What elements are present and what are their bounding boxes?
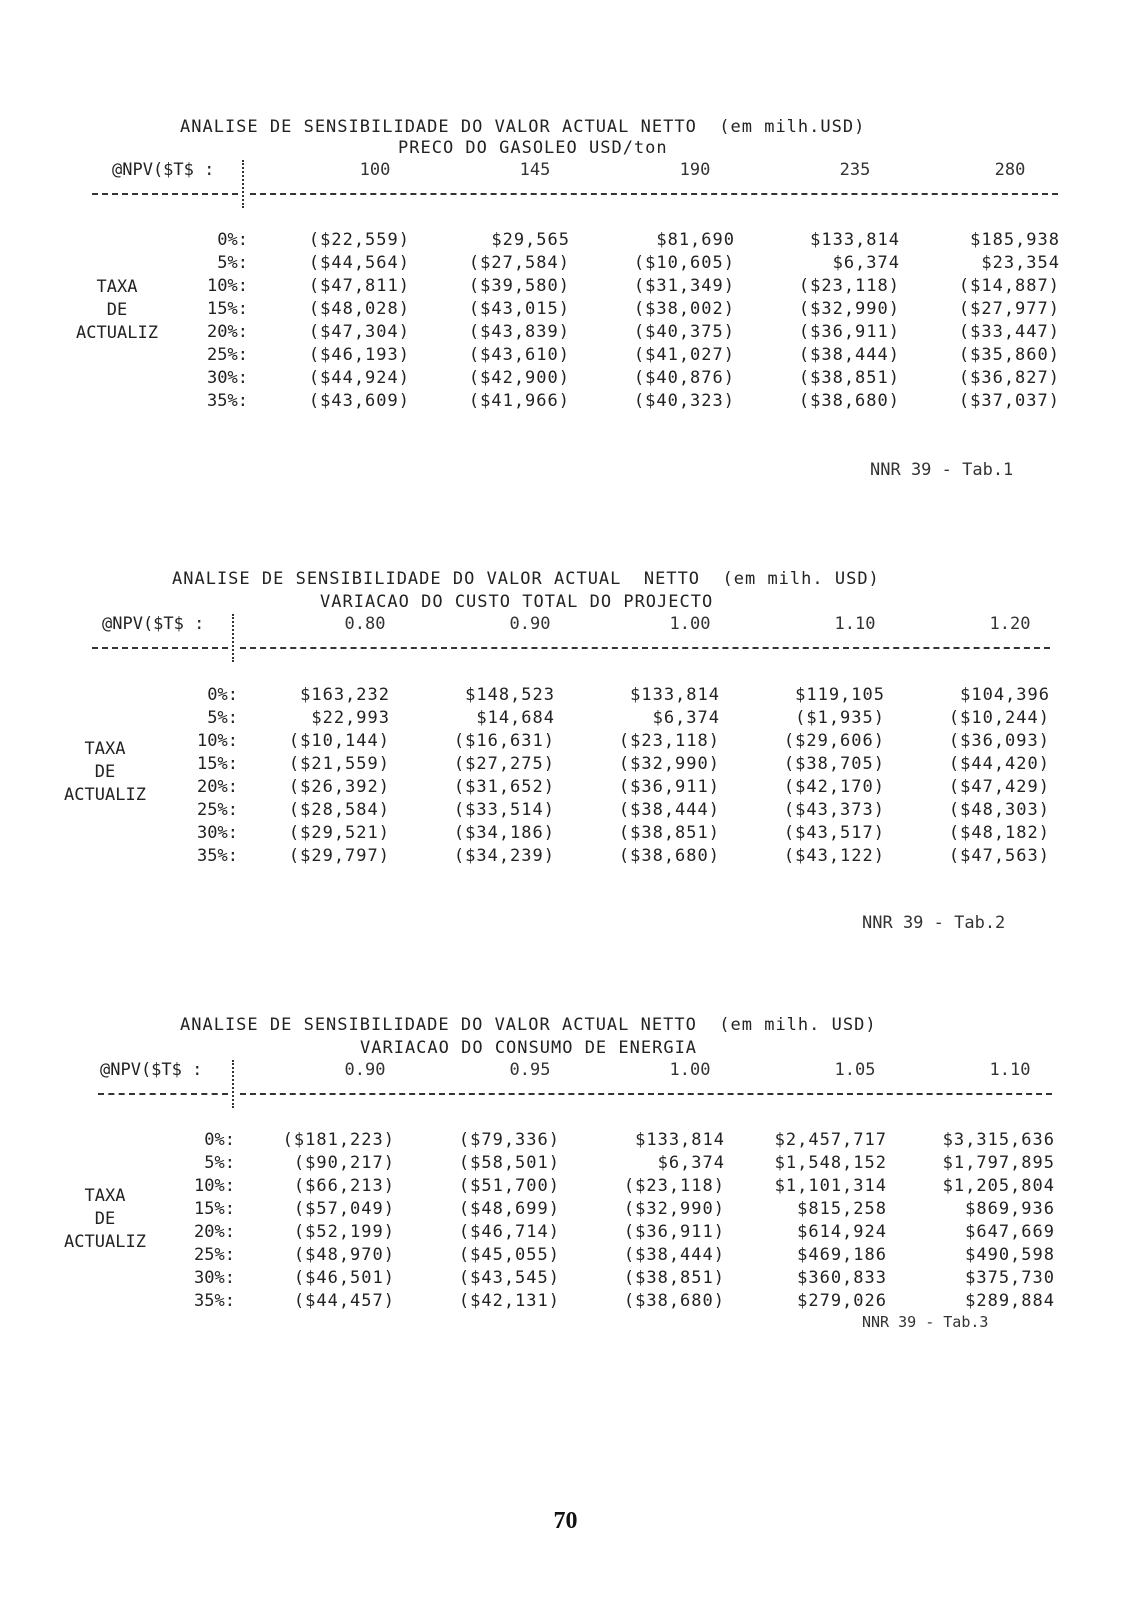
row-header: @NPV($T$ : [112, 160, 215, 180]
table-title: ANALISE DE SENSIBILIDADE DO VALOR ACTUAL NETTO (em milh. USD) [180, 1015, 877, 1035]
row-header: @NPV($T$ : [100, 1060, 203, 1080]
column-header: 280 [994, 160, 1026, 180]
header-divider [250, 193, 1058, 195]
column-divider [232, 1060, 236, 1108]
column-header: 1.05 [834, 1060, 876, 1080]
side-label: TAXA DE ACTUALIZ [64, 1186, 146, 1252]
column-header: 0.90 [509, 614, 551, 634]
column-divider [232, 614, 236, 662]
table-subtitle: VARIACAO DO CONSUMO DE ENERGIA [360, 1038, 698, 1058]
column-header: 0.95 [509, 1060, 551, 1080]
column-header: 190 [679, 160, 711, 180]
header-divider [98, 1093, 228, 1095]
table-subtitle: VARIACAO DO CUSTO TOTAL DO PROJECTO [320, 592, 714, 612]
column-header: 235 [839, 160, 871, 180]
table-title: ANALISE DE SENSIBILIDADE DO VALOR ACTUAL NETTO (em milh.USD) [180, 117, 866, 137]
table-reference: NNR 39 - Tab.1 [870, 460, 1014, 480]
column-header: 0.80 [344, 614, 386, 634]
header-divider [240, 1093, 1052, 1095]
table-subtitle: PRECO DO GASOLEO USD/ton [398, 138, 668, 158]
table-reference: NNR 39 - Tab.2 [862, 913, 1006, 933]
column-header: 145 [519, 160, 551, 180]
header-divider [92, 647, 228, 649]
header-divider [92, 193, 238, 195]
row-header: @NPV($T$ : [102, 614, 205, 634]
side-label: TAXA DE ACTUALIZ [64, 739, 146, 805]
column-divider [242, 160, 246, 208]
column-header: 0.90 [344, 1060, 386, 1080]
side-label: TAXA DE ACTUALIZ [76, 277, 158, 343]
column-header: 1.00 [669, 1060, 711, 1080]
column-header: 1.00 [669, 614, 711, 634]
header-divider [240, 647, 1050, 649]
column-header: 1.10 [989, 1060, 1031, 1080]
page-number: 70 [553, 1508, 578, 1534]
table-title: ANALISE DE SENSIBILIDADE DO VALOR ACTUAL NETTO (em milh. USD) [172, 569, 880, 589]
table-reference: NNR 39 - Tab.3 [862, 1313, 989, 1331]
column-header: 1.10 [834, 614, 876, 634]
column-header: 1.20 [989, 614, 1031, 634]
column-header: 100 [359, 160, 391, 180]
